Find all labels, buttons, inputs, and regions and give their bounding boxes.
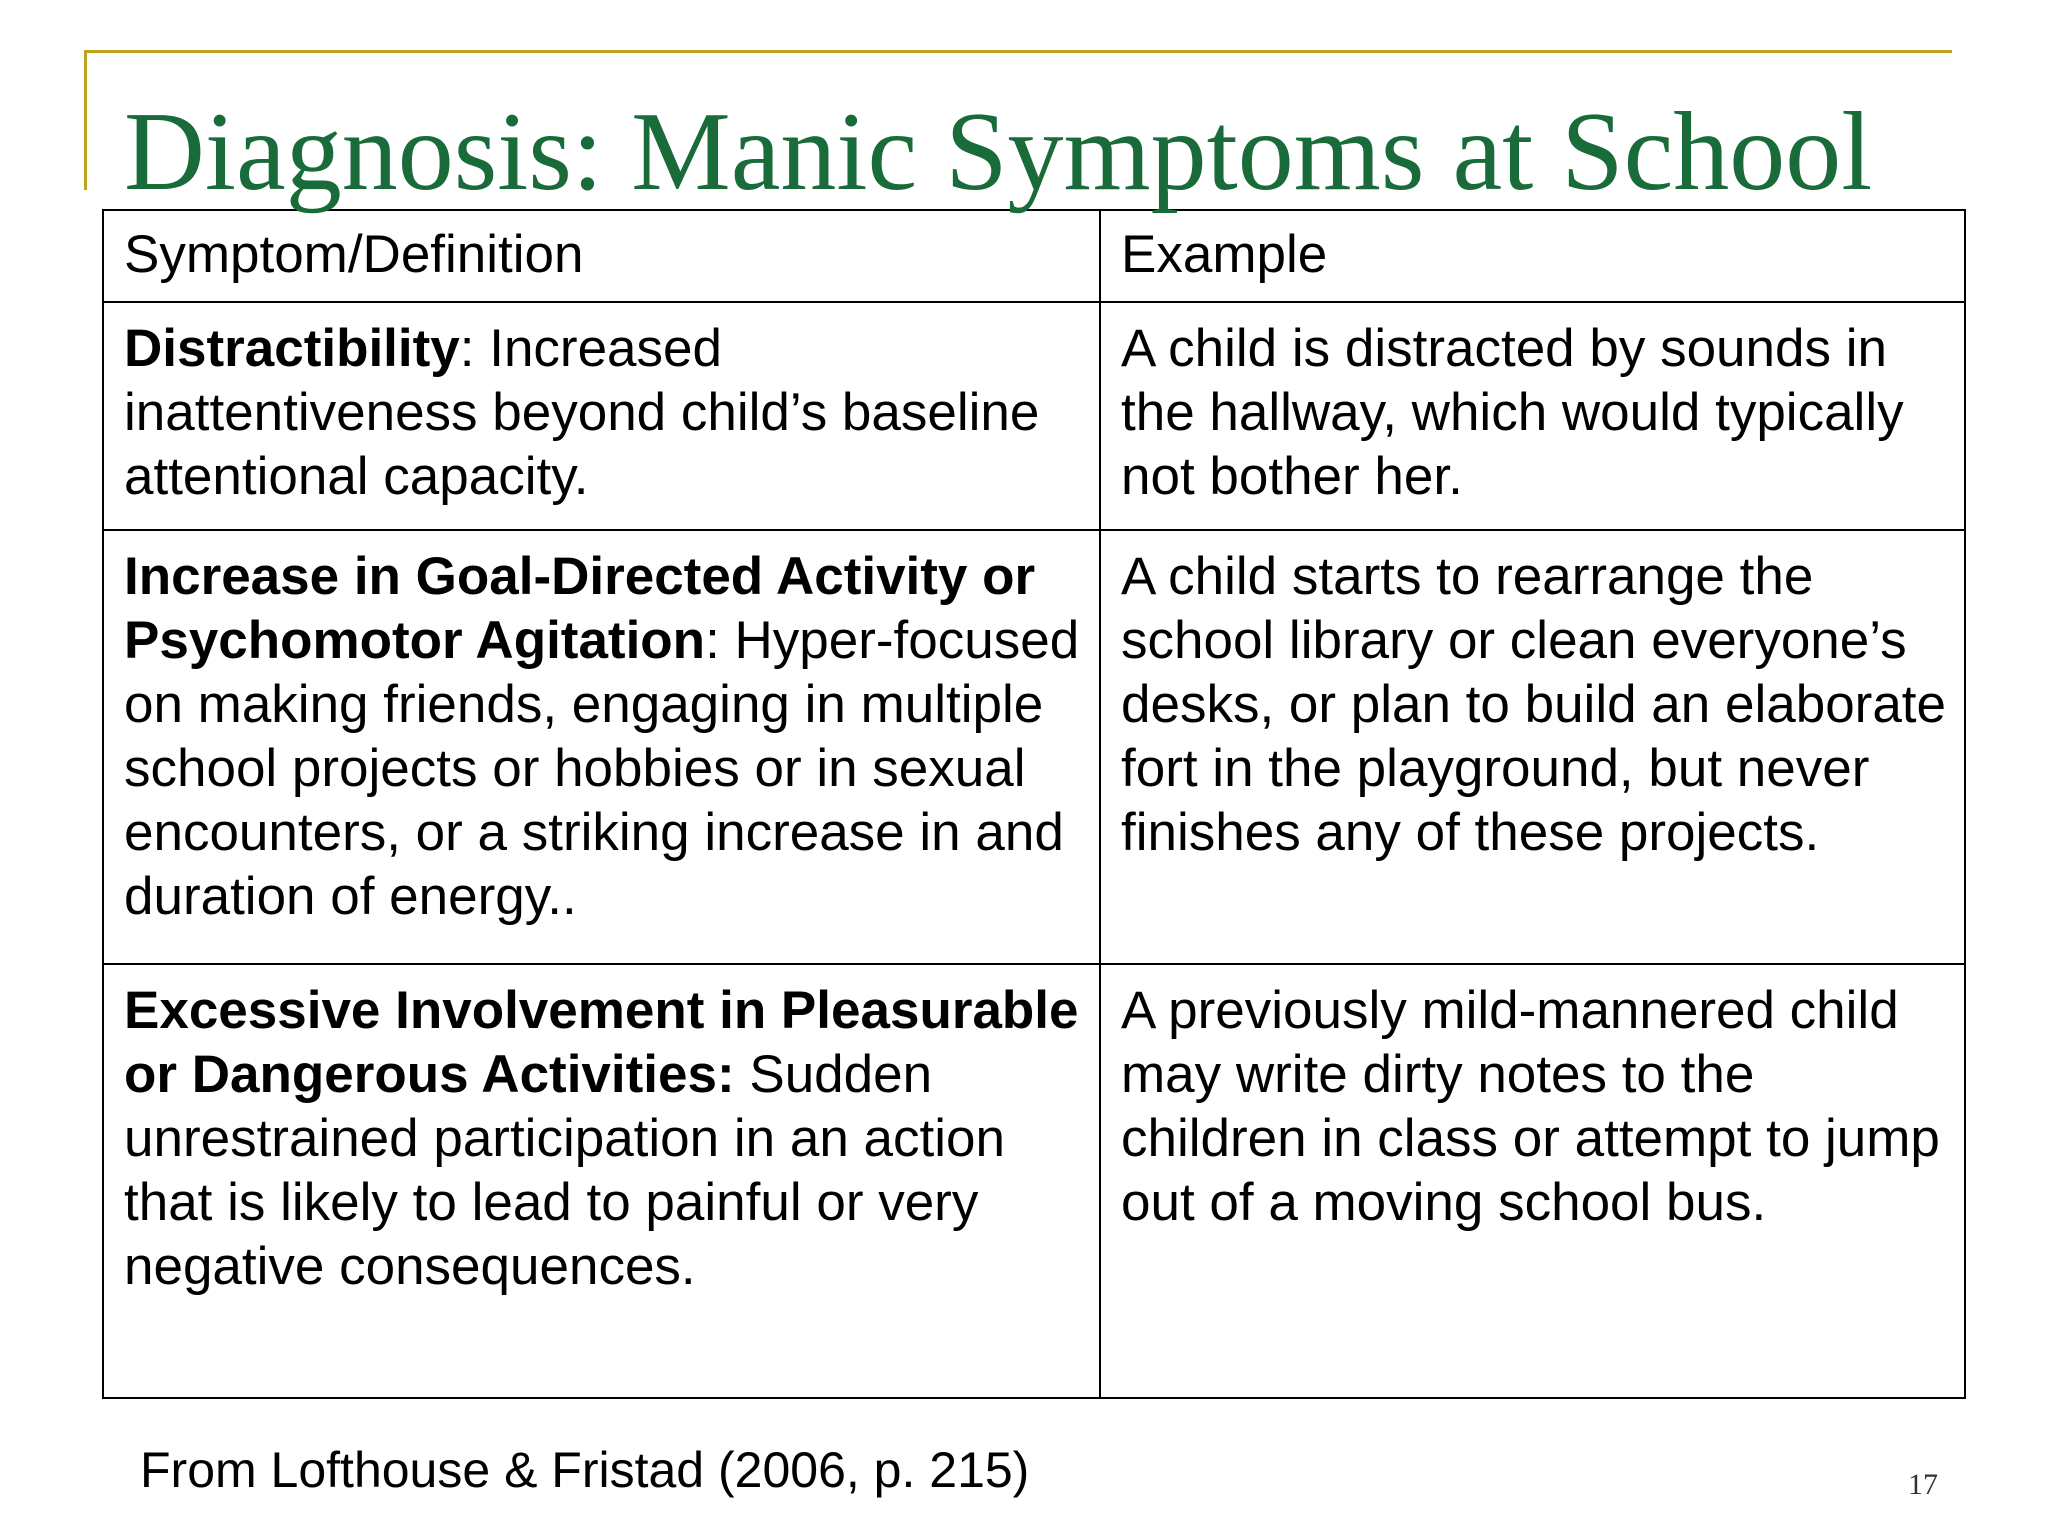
header-symptom-definition: Symptom/Definition [103,210,1100,302]
table-header-row [103,210,1965,302]
symptom-cell [103,302,1100,530]
slide-title: Diagnosis: Manic Symptoms at School [124,90,1873,214]
symptom-term: Increase in Goal-Directed Activity or Psychomotor Agitation [124,547,1036,670]
page-number: 17 [1908,1468,1938,1501]
symptom-cell [103,530,1100,964]
symptom-term: Distractibility [124,319,460,378]
example-cell: A child starts to rearrange the school library or clean everyone’s desks, or plan to build an elaborate fort in the playground, but never finishes any of these projects. [1100,530,1965,964]
frame-top-line [86,50,1952,53]
symptom-cell [103,964,1100,1398]
symptom-definition: : Increased inattentiveness beyond child’s baseline attentional capacity. [124,319,1040,506]
symptoms-table [102,209,1966,1399]
example-cell: A previously mild-mannered child may write dirty notes to the children in class or attempt to jump out of a moving school bus. [1100,964,1965,1398]
table-row [103,964,1965,1398]
example-cell: A child is distracted by sounds in the hallway, which would typically not bother her. [1100,302,1965,530]
symptom-definition: Sudden unrestrained participation in an action that is likely to lead to painful or very negative consequences. [124,1045,1005,1296]
frame-left-line [84,50,87,190]
header-example: Example [1100,210,1965,302]
symptom-definition: : Hyper-focused on making friends, engaging in multiple school projects or hobbies or in sexual encounters, or a striking increase in and duration of energy.. [124,611,1080,926]
table-row [103,530,1965,964]
table-row [103,302,1965,530]
symptom-term: Excessive Involvement in Pleasurable or Dangerous Activities: [124,981,1079,1104]
source-citation: From Lofthouse & Fristad (2006, p. 215) [140,1442,1030,1498]
